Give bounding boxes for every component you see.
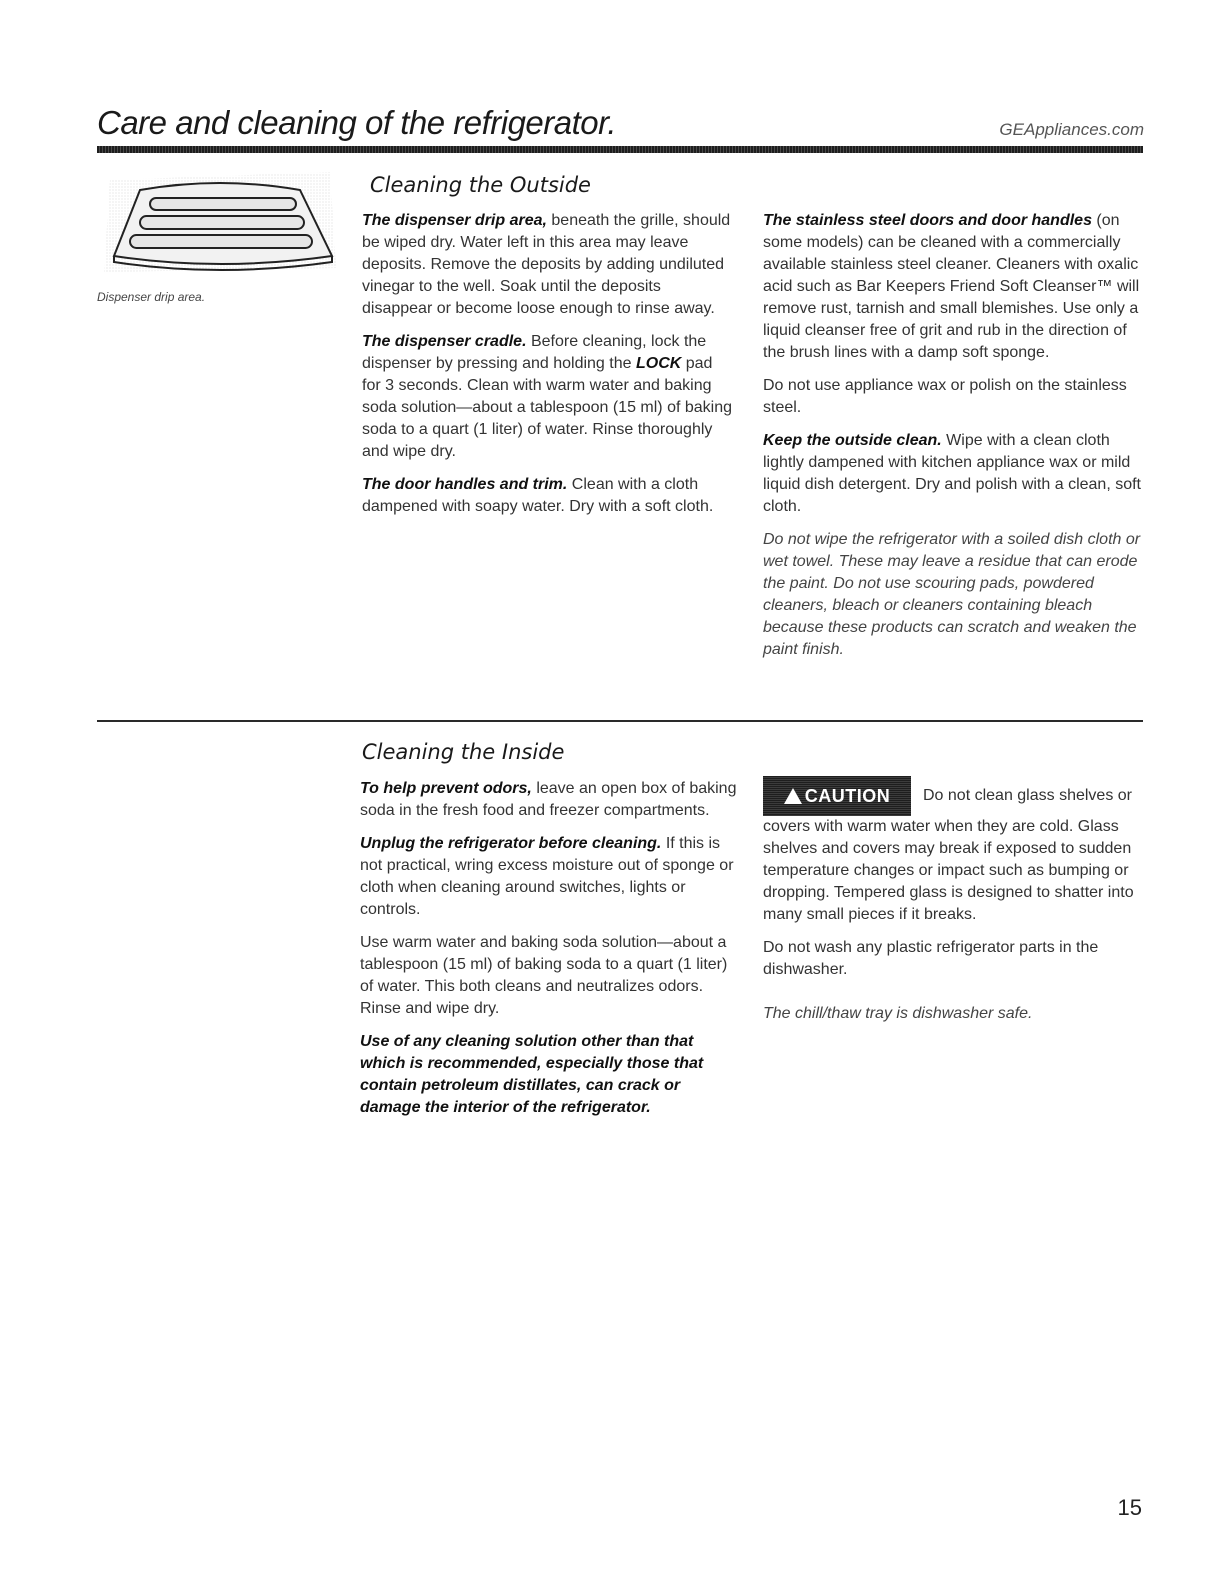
page-number: 15 [1117, 1495, 1142, 1520]
dispenser-drip-area-illustration [100, 168, 340, 280]
paragraph-unplug [360, 833, 738, 921]
lead-keep-outside-clean: Keep the outside clean. [763, 432, 942, 449]
paragraph-stainless-steel [763, 210, 1145, 364]
lead-stainless-steel: The stainless steel doors and door handles [763, 212, 1092, 229]
title-rule [97, 146, 1143, 153]
paragraph-keep-outside-clean [763, 430, 1145, 518]
text-drip-area: beneath the grille, should be wiped dry. Water left in this area may leave deposits. Remove the deposits by adding undiluted vinegar to the well. Soak until the deposits disappear or become loose enough to rinse away. [362, 212, 731, 317]
section-heading-outside: Cleaning the Outside [370, 173, 591, 197]
text-baking-soda-solution: Use warm water and baking soda solution—about a tablespoon (15 ml) of baking soda to a quart (1 liter) of water. This both cleans and neutralizes odors. Rinse and wipe dry. [360, 934, 728, 1017]
text-door-handles-trim: Clean with a cloth dampened with soapy water. Dry with a soft cloth. [362, 476, 714, 515]
lead-prevent-odors: To help prevent odors, [360, 780, 532, 797]
outside-column-2 [763, 210, 1145, 672]
paragraph-dispenser-cradle [362, 331, 734, 463]
grille-slot-1 [150, 198, 296, 210]
paragraph-no-wax [763, 375, 1145, 419]
paragraph-prevent-odors [360, 778, 738, 822]
grille-slot-3 [130, 235, 312, 248]
paragraph-door-handles-trim [362, 474, 734, 518]
lead-dispenser-cradle: The dispenser cradle. [362, 333, 527, 350]
caution-label: CAUTION [804, 786, 891, 806]
paragraph-drip-area [362, 210, 734, 320]
paragraph-caution [763, 776, 1145, 926]
text-dishwasher: Do not wash any plastic refrigerator parts in the dishwasher. [763, 939, 1099, 978]
figure-caption: Dispenser drip area. [97, 290, 206, 304]
text-keep-outside-clean: Wipe with a clean cloth lightly dampened with kitchen appliance wax or mild liquid dish detergent. Dry and polish with a clean, soft cloth. [763, 432, 1141, 515]
inside-column-1 [360, 778, 738, 1130]
section-divider [97, 720, 1143, 722]
page-title: Care and cleaning of the refrigerator. [97, 104, 617, 141]
text-stainless-steel: (on some models) can be cleaned with a commercially available stainless steel cleaner. Cleaners with oxalic acid such as Bar Keepers Friend Soft Cleanser™ will remove rust, tarnish and small blemishes. Use only a liquid cleanser free of grit and rub in the direction of the brush lines with a damp soft sponge. [763, 212, 1140, 361]
grille-slot-2 [140, 216, 304, 229]
note-chill-thaw-tray: The chill/thaw tray is dishwasher safe. [763, 1005, 1033, 1022]
note-paint-finish: Do not wipe the refrigerator with a soiled dish cloth or wet towel. These may leave a residue that can erode the paint. Do not use scouring pads, powdered cleaners, bleach or cleaners containing bleach because these products can scratch and weaken the paint finish. [763, 531, 1141, 658]
caution-badge [763, 776, 911, 816]
text-unplug: If this is not practical, wring excess moisture out of sponge or cloth when cleaning around switches, lights or controls. [360, 835, 734, 918]
lock-pad-label: LOCK [635, 355, 682, 372]
lead-door-handles-trim: The door handles and trim. [362, 476, 568, 493]
text-dispenser-cradle-2: pad for 3 seconds. Clean with warm water and baking soda solution—about a tablespoon (15 ml) of baking soda to a quart (1 liter) of water. Rinse thoroughly and wipe dry. [362, 355, 733, 460]
lead-unplug: Unplug the refrigerator before cleaning. [360, 835, 662, 852]
text-prevent-odors: leave an open box of baking soda in the fresh food and freezer compartments. [360, 780, 737, 819]
section-heading-inside: Cleaning the Inside [362, 740, 565, 764]
lead-drip-area: The dispenser drip area, [362, 212, 547, 229]
paragraph-dishwasher [763, 937, 1145, 981]
warning-cleaning-solution: Use of any cleaning solution other than that which is recommended, especially those that contain petroleum distillates, can crack or damage the interior of the refrigerator. [360, 1033, 704, 1116]
paragraph-baking-soda-solution [360, 932, 738, 1020]
text-dispenser-cradle-1: Before cleaning, lock the dispenser by pressing and holding the [362, 333, 707, 372]
outside-column-1 [362, 210, 734, 529]
site-url: GEAppliances.com [999, 120, 1144, 139]
caution-text: Do not clean glass shelves or covers with warm water when they are cold. Glass shelves and covers may break if exposed to sudden temperature changes or impact such as bumping or dropping. Tempered glass is designed to shatter into many small pieces if it breaks. [763, 787, 1134, 923]
inside-column-2 [763, 776, 1145, 1036]
text-no-wax: Do not use appliance wax or polish on the stainless steel. [763, 377, 1127, 416]
warning-triangle-icon [784, 788, 802, 804]
